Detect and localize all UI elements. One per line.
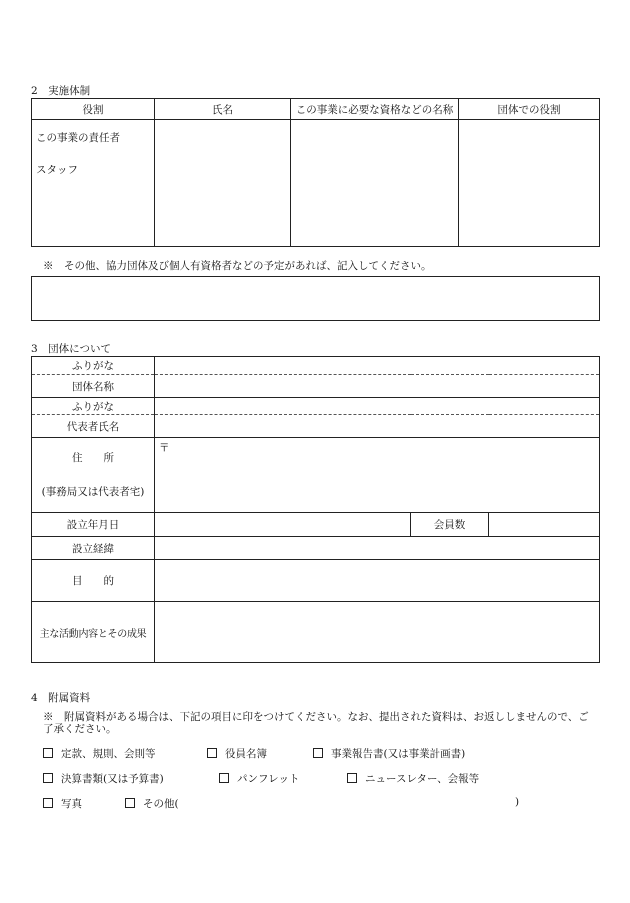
furigana-label-2: ふりがな bbox=[32, 398, 155, 415]
header-qualification: この事業に必要な資格などの名称 bbox=[291, 99, 459, 120]
furigana-label-1: ふりがな bbox=[32, 357, 155, 375]
checkbox[interactable] bbox=[43, 748, 53, 758]
section4-note: ※ 附属資料がある場合は、下記の項目に印をつけてください。なお、提出された資料は、お返ししませんので、ご了承ください。 bbox=[43, 711, 589, 735]
checkbox[interactable] bbox=[313, 748, 323, 758]
role-cell[interactable] bbox=[32, 120, 155, 247]
group-name-label: 団体名称 bbox=[32, 375, 155, 398]
founded-label: 設立年月日 bbox=[32, 513, 155, 537]
name-cell[interactable] bbox=[155, 120, 291, 247]
group-role-cell[interactable] bbox=[459, 120, 600, 247]
checkbox-row-3 bbox=[43, 796, 179, 811]
history-label: 設立経緯 bbox=[32, 537, 155, 560]
members-field[interactable] bbox=[489, 513, 600, 537]
purpose-field[interactable] bbox=[155, 560, 600, 602]
qualification-cell[interactable] bbox=[291, 120, 459, 247]
section2-heading: 2 実施体制 bbox=[31, 85, 91, 97]
postal-mark: 〒 bbox=[159, 442, 170, 454]
checkbox[interactable] bbox=[43, 773, 53, 783]
checkbox[interactable] bbox=[207, 748, 217, 758]
address-sublabel: (事務局又は代表者宅) bbox=[41, 486, 145, 498]
role-leader: この事業の責任者 bbox=[36, 132, 120, 144]
section3-heading: 3 団体について bbox=[31, 343, 111, 355]
option-other[interactable]: その他( bbox=[125, 796, 179, 811]
rep-name-label: 代表者氏名 bbox=[32, 415, 155, 438]
option-bylaws[interactable]: 定款、規則、会則等 bbox=[43, 746, 207, 761]
section4-heading: 4 附属資料 bbox=[31, 692, 91, 704]
rep-name-field[interactable] bbox=[155, 415, 600, 438]
purpose-label: 目 的 bbox=[32, 560, 155, 602]
checkbox-row-2 bbox=[43, 771, 479, 786]
checkbox-row-1 bbox=[43, 746, 465, 761]
activities-field[interactable] bbox=[155, 602, 600, 663]
checkbox[interactable] bbox=[43, 798, 53, 808]
furigana-field-1[interactable] bbox=[155, 357, 600, 375]
group-name-field[interactable] bbox=[155, 375, 600, 398]
other-partners-box[interactable] bbox=[31, 276, 600, 321]
address-label-cell bbox=[32, 438, 155, 513]
history-field[interactable] bbox=[155, 537, 600, 560]
other-close-paren: ) bbox=[515, 796, 520, 808]
address-field[interactable] bbox=[155, 438, 600, 513]
option-financial-docs[interactable]: 決算書類(又は予算書) bbox=[43, 771, 219, 786]
section2-note: ※ その他、協力団体及び個人有資格者などの予定があれば、記入してください。 bbox=[43, 260, 432, 272]
staffing-table bbox=[31, 98, 600, 247]
checkbox[interactable] bbox=[347, 773, 357, 783]
role-staff: スタッフ bbox=[36, 164, 78, 176]
checkbox[interactable] bbox=[125, 798, 135, 808]
option-pamphlet[interactable]: パンフレット bbox=[219, 771, 347, 786]
checkbox[interactable] bbox=[219, 773, 229, 783]
address-label: 住 所 bbox=[72, 452, 114, 464]
header-name: 氏名 bbox=[155, 99, 291, 120]
option-newsletter[interactable]: ニュースレター、会報等 bbox=[347, 771, 479, 786]
organization-table bbox=[31, 356, 600, 663]
furigana-field-2[interactable] bbox=[155, 398, 600, 415]
option-photos[interactable]: 写真 bbox=[43, 796, 125, 811]
option-business-report[interactable]: 事業報告書(又は事業計画書) bbox=[313, 746, 465, 761]
activities-label: 主な活動内容とその成果 bbox=[32, 602, 155, 663]
members-label: 会員数 bbox=[411, 513, 489, 537]
header-role: 役割 bbox=[32, 99, 155, 120]
founded-field[interactable] bbox=[155, 513, 411, 537]
header-group-role: 団体での役割 bbox=[459, 99, 600, 120]
option-officer-list[interactable]: 役員名簿 bbox=[207, 746, 313, 761]
